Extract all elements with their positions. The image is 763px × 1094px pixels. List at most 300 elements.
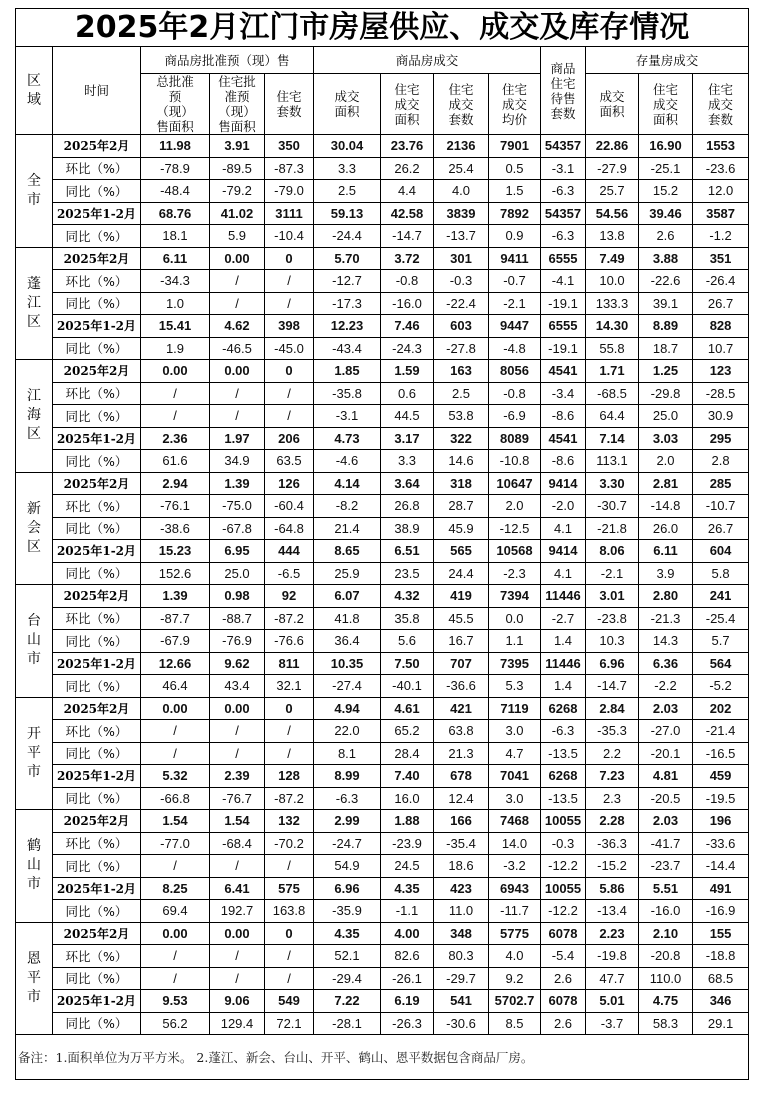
data-cell: 10055 (541, 810, 586, 833)
data-cell: 0.6 (381, 382, 434, 405)
data-cell: -77.0 (141, 832, 210, 855)
data-cell: 1.39 (141, 585, 210, 608)
table-row (16, 945, 749, 968)
data-cell: -30.6 (434, 1012, 489, 1035)
region-label: 新 会 区 (16, 472, 53, 585)
data-cell: 241 (693, 585, 749, 608)
data-cell: 3111 (265, 202, 314, 225)
data-cell: 5.8 (693, 562, 749, 585)
period-label: 2025年1-2月 (53, 990, 141, 1013)
data-cell: -45.0 (265, 337, 314, 360)
data-cell: -10.4 (265, 225, 314, 248)
data-cell: 4541 (541, 427, 586, 450)
data-cell: -16.0 (381, 292, 434, 315)
data-cell: / (265, 405, 314, 428)
data-cell: 25.0 (210, 562, 265, 585)
data-cell: -36.3 (586, 832, 639, 855)
data-cell: 11.98 (141, 135, 210, 158)
data-cell: -70.2 (265, 832, 314, 855)
header-region (16, 47, 53, 135)
data-cell: -13.7 (434, 225, 489, 248)
data-cell: 6.11 (639, 540, 693, 563)
data-cell: 3.30 (586, 472, 639, 495)
table-row (16, 855, 749, 878)
data-cell: 8.5 (489, 1012, 541, 1035)
table-row (16, 697, 749, 720)
data-cell: 2.36 (141, 427, 210, 450)
period-label: 同比（%） (53, 900, 141, 923)
period-label: 同比（%） (53, 967, 141, 990)
data-cell: 25.4 (434, 157, 489, 180)
data-cell: 1.0 (141, 292, 210, 315)
header-residential-units: 住宅 套数 (265, 74, 314, 135)
data-cell: 92 (265, 585, 314, 608)
table-row (16, 225, 749, 248)
table-row (16, 157, 749, 180)
data-cell: 5.51 (639, 877, 693, 900)
period-label: 同比（%） (53, 1012, 141, 1035)
data-cell: 10.7 (693, 337, 749, 360)
data-cell: 6078 (541, 922, 586, 945)
period-label: 2025年1-2月 (53, 877, 141, 900)
data-cell: / (265, 292, 314, 315)
data-cell: -43.4 (314, 337, 381, 360)
data-cell: 5.9 (210, 225, 265, 248)
data-cell: 10.0 (586, 270, 639, 293)
data-cell: -33.6 (693, 832, 749, 855)
data-cell: 2.0 (489, 495, 541, 518)
data-cell: / (141, 742, 210, 765)
data-cell: 2.03 (639, 810, 693, 833)
data-cell: 5.3 (489, 675, 541, 698)
data-cell: 707 (434, 652, 489, 675)
data-cell: 8.89 (639, 315, 693, 338)
data-cell: 26.0 (639, 517, 693, 540)
data-cell: 0 (265, 360, 314, 383)
data-cell: 2.10 (639, 922, 693, 945)
data-cell: 549 (265, 990, 314, 1013)
header-residential-approved-area: 住宅批 准预 （现） 售面积 (210, 74, 265, 135)
data-cell: 0.00 (210, 247, 265, 270)
data-cell: 4.1 (541, 562, 586, 585)
data-cell: 3.03 (639, 427, 693, 450)
data-cell: 12.23 (314, 315, 381, 338)
data-cell: -14.7 (586, 675, 639, 698)
table-row (16, 247, 749, 270)
data-cell: -40.1 (381, 675, 434, 698)
period-label: 同比（%） (53, 517, 141, 540)
header-region-label: 区 域 (27, 72, 41, 108)
data-cell: 419 (434, 585, 489, 608)
period-label: 2025年2月 (53, 697, 141, 720)
data-cell: 9414 (541, 540, 586, 563)
data-cell: / (210, 292, 265, 315)
data-cell: 2.3 (586, 787, 639, 810)
data-cell: 2.8 (693, 450, 749, 473)
data-cell: 192.7 (210, 900, 265, 923)
data-cell: 1.4 (541, 630, 586, 653)
data-cell: -3.7 (586, 1012, 639, 1035)
data-cell: -14.4 (693, 855, 749, 878)
table-row (16, 742, 749, 765)
data-cell: 110.0 (639, 967, 693, 990)
data-cell: 69.4 (141, 900, 210, 923)
data-cell: 82.6 (381, 945, 434, 968)
data-cell: -67.8 (210, 517, 265, 540)
data-cell: 13.8 (586, 225, 639, 248)
data-cell: 423 (434, 877, 489, 900)
data-cell: 16.0 (381, 787, 434, 810)
period-label: 同比（%） (53, 405, 141, 428)
data-cell: / (265, 720, 314, 743)
data-cell: -27.0 (639, 720, 693, 743)
data-cell: / (210, 405, 265, 428)
data-cell: 7.40 (381, 765, 434, 788)
header-sales-area: 成交 面积 (314, 74, 381, 135)
data-cell: -0.8 (489, 382, 541, 405)
data-cell: 45.9 (434, 517, 489, 540)
data-cell: 3587 (693, 202, 749, 225)
data-cell: -19.8 (586, 945, 639, 968)
data-cell: -76.1 (141, 495, 210, 518)
data-cell: 22.0 (314, 720, 381, 743)
data-cell: / (265, 967, 314, 990)
data-cell: -0.7 (489, 270, 541, 293)
data-cell: 26.8 (381, 495, 434, 518)
data-cell: 6555 (541, 247, 586, 270)
table-row (16, 720, 749, 743)
data-cell: -3.1 (314, 405, 381, 428)
table-row (16, 135, 749, 158)
data-cell: 54.9 (314, 855, 381, 878)
data-cell: 811 (265, 652, 314, 675)
data-cell: 4.32 (381, 585, 434, 608)
data-cell: 14.0 (489, 832, 541, 855)
period-label: 同比（%） (53, 787, 141, 810)
data-cell: 12.66 (141, 652, 210, 675)
data-cell: 80.3 (434, 945, 489, 968)
data-cell: 72.1 (265, 1012, 314, 1035)
data-cell: 18.7 (639, 337, 693, 360)
table-row (16, 675, 749, 698)
data-cell: / (210, 742, 265, 765)
period-label: 同比（%） (53, 630, 141, 653)
data-cell: 7.46 (381, 315, 434, 338)
data-cell: 2.28 (586, 810, 639, 833)
table-row (16, 877, 749, 900)
data-cell: 565 (434, 540, 489, 563)
header-group-resale: 存量房成交 (586, 47, 749, 74)
table-row (16, 585, 749, 608)
data-cell: 350 (265, 135, 314, 158)
data-cell: 132 (265, 810, 314, 833)
data-cell: 54357 (541, 135, 586, 158)
data-cell: 459 (693, 765, 749, 788)
data-cell: 1.5 (489, 180, 541, 203)
data-cell: 0 (265, 247, 314, 270)
data-cell: 1.54 (210, 810, 265, 833)
data-cell: -1.2 (693, 225, 749, 248)
data-cell: / (265, 742, 314, 765)
data-cell: 15.2 (639, 180, 693, 203)
data-cell: -5.4 (541, 945, 586, 968)
data-cell: 59.13 (314, 202, 381, 225)
data-cell: 2.5 (314, 180, 381, 203)
data-cell: 8089 (489, 427, 541, 450)
data-cell: 603 (434, 315, 489, 338)
data-cell: 28.4 (381, 742, 434, 765)
data-cell: -16.9 (693, 900, 749, 923)
data-cell: 126 (265, 472, 314, 495)
data-cell: -6.3 (541, 225, 586, 248)
data-cell: 206 (265, 427, 314, 450)
data-cell: 351 (693, 247, 749, 270)
data-cell: -35.4 (434, 832, 489, 855)
data-cell: -34.3 (141, 270, 210, 293)
period-label: 环比（%） (53, 157, 141, 180)
data-cell: 1.9 (141, 337, 210, 360)
period-label: 环比（%） (53, 945, 141, 968)
period-label: 同比（%） (53, 742, 141, 765)
data-cell: 163 (434, 360, 489, 383)
period-label: 环比（%） (53, 832, 141, 855)
data-cell: 8056 (489, 360, 541, 383)
data-cell: 2.03 (639, 697, 693, 720)
data-cell: 12.0 (693, 180, 749, 203)
data-cell: 0.00 (141, 697, 210, 720)
table-row (16, 540, 749, 563)
period-label: 同比（%） (53, 292, 141, 315)
period-label: 2025年1-2月 (53, 315, 141, 338)
data-cell: 3.0 (489, 720, 541, 743)
data-cell: 8.99 (314, 765, 381, 788)
data-cell: 1.54 (141, 810, 210, 833)
period-label: 2025年1-2月 (53, 652, 141, 675)
data-cell: -24.3 (381, 337, 434, 360)
data-cell: -14.7 (381, 225, 434, 248)
table-row (16, 832, 749, 855)
data-cell: 0.00 (141, 360, 210, 383)
data-cell: -41.7 (639, 832, 693, 855)
data-cell: 2.94 (141, 472, 210, 495)
data-cell: 30.9 (693, 405, 749, 428)
data-cell: -2.0 (541, 495, 586, 518)
data-cell: 6.95 (210, 540, 265, 563)
data-cell: / (141, 405, 210, 428)
data-cell: 15.23 (141, 540, 210, 563)
data-cell: 123 (693, 360, 749, 383)
data-cell: -17.3 (314, 292, 381, 315)
period-label: 2025年2月 (53, 135, 141, 158)
data-cell: -6.3 (541, 180, 586, 203)
data-cell: -22.4 (434, 292, 489, 315)
data-cell: / (210, 945, 265, 968)
data-cell: 7.14 (586, 427, 639, 450)
data-cell: 4.35 (381, 877, 434, 900)
data-cell: 6.41 (210, 877, 265, 900)
data-cell: -21.8 (586, 517, 639, 540)
data-cell: 39.1 (639, 292, 693, 315)
data-cell: 53.8 (434, 405, 489, 428)
data-cell: 2.81 (639, 472, 693, 495)
data-cell: 4.4 (381, 180, 434, 203)
data-cell: 12.4 (434, 787, 489, 810)
data-cell: -13.5 (541, 742, 586, 765)
data-cell: -76.9 (210, 630, 265, 653)
data-cell: -6.3 (541, 720, 586, 743)
data-cell: -14.8 (639, 495, 693, 518)
data-cell: 7892 (489, 202, 541, 225)
data-cell: 14.30 (586, 315, 639, 338)
data-cell: / (210, 270, 265, 293)
data-cell: / (210, 382, 265, 405)
header-residential-sales-area: 住宅 成交 面积 (381, 74, 434, 135)
data-cell: 295 (693, 427, 749, 450)
data-cell: 41.02 (210, 202, 265, 225)
data-cell: -29.8 (639, 382, 693, 405)
data-cell: -0.3 (434, 270, 489, 293)
data-cell: 52.1 (314, 945, 381, 968)
region-label: 恩 平 市 (16, 922, 53, 1035)
data-cell: 9.62 (210, 652, 265, 675)
data-cell: 318 (434, 472, 489, 495)
data-cell: 30.04 (314, 135, 381, 158)
region-label: 台 山 市 (16, 585, 53, 698)
data-cell: 113.1 (586, 450, 639, 473)
data-cell: 10.3 (586, 630, 639, 653)
data-cell: 58.3 (639, 1012, 693, 1035)
data-cell: / (141, 945, 210, 968)
table-row (16, 495, 749, 518)
data-cell: 129.4 (210, 1012, 265, 1035)
data-cell: 2.0 (639, 450, 693, 473)
data-cell: -88.7 (210, 607, 265, 630)
data-cell: 2.5 (434, 382, 489, 405)
data-cell: 6.96 (586, 652, 639, 675)
data-cell: -24.4 (314, 225, 381, 248)
data-cell: 8.25 (141, 877, 210, 900)
data-cell: 8.65 (314, 540, 381, 563)
data-cell: 4.7 (489, 742, 541, 765)
footnote: 备注：1.面积单位为万平方米。 2.蓬江、新会、台山、开平、鹤山、恩平数据包含商品厂房。 (16, 1035, 749, 1080)
data-cell: 0 (265, 922, 314, 945)
data-cell: -19.5 (693, 787, 749, 810)
table-row (16, 810, 749, 833)
data-cell: -35.3 (586, 720, 639, 743)
data-cell: 6.07 (314, 585, 381, 608)
period-label: 环比（%） (53, 607, 141, 630)
data-cell: 11.0 (434, 900, 489, 923)
data-cell: -18.8 (693, 945, 749, 968)
data-cell: 18.1 (141, 225, 210, 248)
data-cell: 15.41 (141, 315, 210, 338)
data-cell: -4.6 (314, 450, 381, 473)
table-row (16, 607, 749, 630)
data-cell: 3.0 (489, 787, 541, 810)
data-cell: 14.6 (434, 450, 489, 473)
data-cell: 6.11 (141, 247, 210, 270)
data-cell: 21.4 (314, 517, 381, 540)
data-cell: -20.8 (639, 945, 693, 968)
period-label: 同比（%） (53, 450, 141, 473)
data-cell: -15.2 (586, 855, 639, 878)
data-cell: -76.7 (210, 787, 265, 810)
data-cell: -27.4 (314, 675, 381, 698)
table-row (16, 562, 749, 585)
data-cell: 7119 (489, 697, 541, 720)
data-cell: 64.4 (586, 405, 639, 428)
data-cell: -2.2 (639, 675, 693, 698)
data-cell: 5.6 (381, 630, 434, 653)
data-cell: -3.4 (541, 382, 586, 405)
period-label: 2025年2月 (53, 810, 141, 833)
data-cell: -6.5 (265, 562, 314, 585)
data-cell: 3.88 (639, 247, 693, 270)
data-cell: 24.4 (434, 562, 489, 585)
header-resale-residential-area: 住宅 成交 面积 (639, 74, 693, 135)
table-row (16, 405, 749, 428)
period-label: 2025年2月 (53, 360, 141, 383)
data-cell: 4.14 (314, 472, 381, 495)
data-cell: 3.3 (314, 157, 381, 180)
data-cell: 7468 (489, 810, 541, 833)
data-cell: 348 (434, 922, 489, 945)
region-label: 开 平 市 (16, 697, 53, 810)
data-cell: -10.7 (693, 495, 749, 518)
table-row (16, 652, 749, 675)
data-cell: 4.73 (314, 427, 381, 450)
data-cell: 5702.7 (489, 990, 541, 1013)
data-cell: 3.91 (210, 135, 265, 158)
region-label: 全 市 (16, 135, 53, 248)
data-cell: / (141, 382, 210, 405)
data-cell: 7.50 (381, 652, 434, 675)
period-label: 2025年1-2月 (53, 540, 141, 563)
data-cell: -6.9 (489, 405, 541, 428)
data-cell: 285 (693, 472, 749, 495)
data-cell: 23.5 (381, 562, 434, 585)
data-cell: 1.59 (381, 360, 434, 383)
data-cell: 0.00 (141, 922, 210, 945)
data-cell: 564 (693, 652, 749, 675)
table-row (16, 900, 749, 923)
data-cell: 2.6 (541, 967, 586, 990)
data-cell: -60.4 (265, 495, 314, 518)
data-cell: 6268 (541, 765, 586, 788)
data-cell: 346 (693, 990, 749, 1013)
data-cell: -68.5 (586, 382, 639, 405)
data-cell: 2.6 (541, 1012, 586, 1035)
period-label: 同比（%） (53, 180, 141, 203)
data-cell: 68.5 (693, 967, 749, 990)
header-residential-avg-price: 住宅 成交 均价 (489, 74, 541, 135)
data-cell: 0.00 (210, 360, 265, 383)
table-row (16, 337, 749, 360)
data-cell: 0.98 (210, 585, 265, 608)
data-cell: 26.7 (693, 292, 749, 315)
data-cell: 25.7 (586, 180, 639, 203)
data-cell: 2136 (434, 135, 489, 158)
data-cell: 6268 (541, 697, 586, 720)
data-cell: 10568 (489, 540, 541, 563)
table-row (16, 990, 749, 1013)
data-cell: 6.96 (314, 877, 381, 900)
header-group-supply: 商品房批准预（现）售 (141, 47, 314, 74)
data-cell: 1.85 (314, 360, 381, 383)
data-cell: 7.49 (586, 247, 639, 270)
data-cell: -21.4 (693, 720, 749, 743)
data-cell: 16.90 (639, 135, 693, 158)
